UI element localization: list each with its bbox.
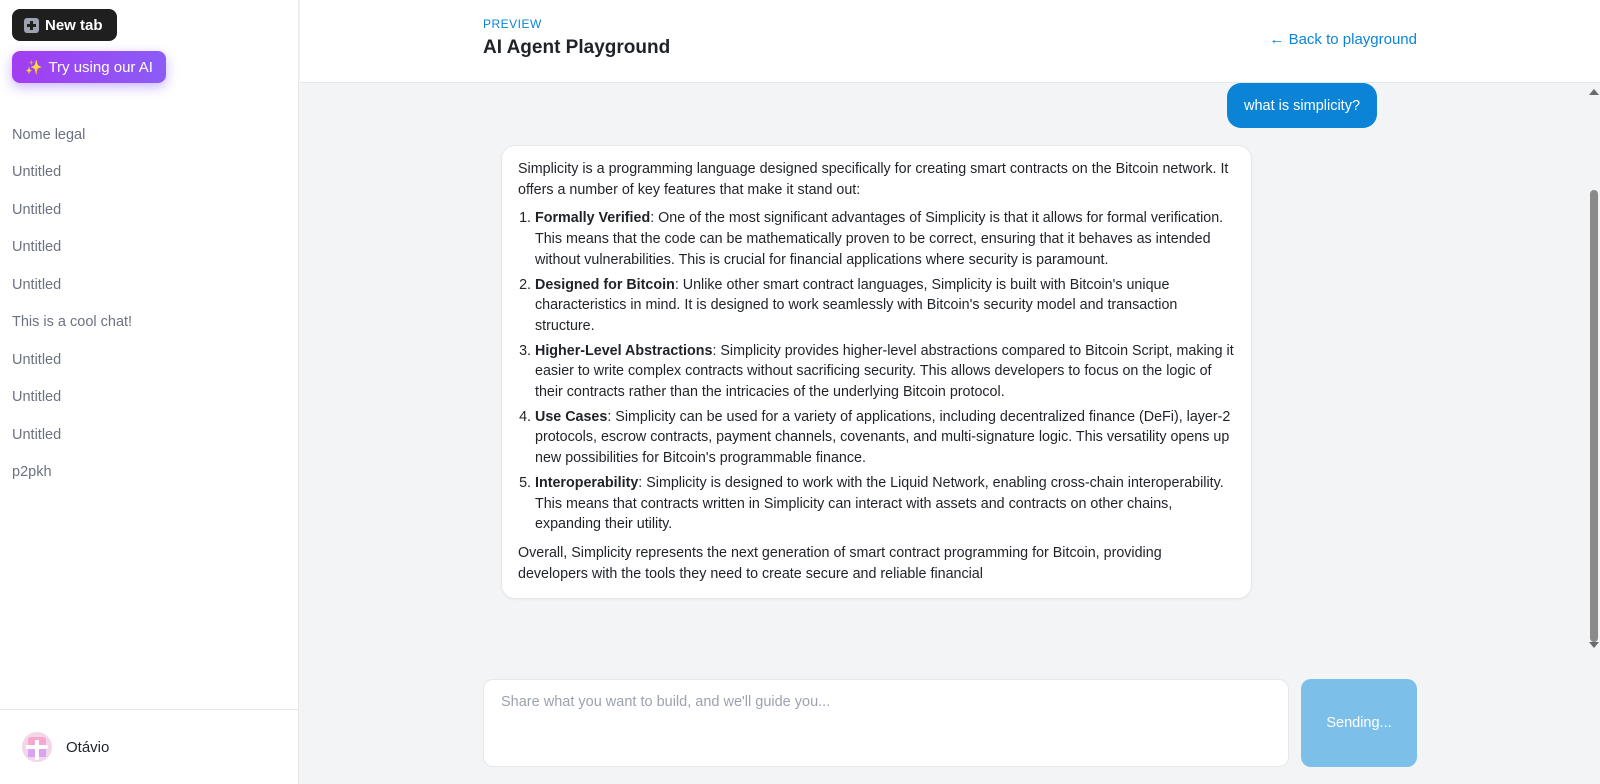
point-text: : Simplicity is designed to work with the Liquid Network, enabling cross-chain interoperability. This means that contracts written in Simplicity can interact with assets and contracts on other chains, expanding their utility. <box>535 474 1224 533</box>
chat-list-item-label: Untitled <box>12 276 62 293</box>
scrollbar-thumb[interactable] <box>1590 190 1598 642</box>
avatar <box>22 732 52 762</box>
assistant-outro: Overall, Simplicity represents the next generation of smart contract programming for Bitcoin, providing developers with the tools they need to create secure and reliable financial <box>518 544 1162 582</box>
page-header <box>300 0 1600 83</box>
user-name: Otávio <box>66 738 110 756</box>
chat-list-item-label: Nome legal <box>12 126 86 143</box>
list-item <box>535 473 1235 535</box>
list-item <box>535 208 1235 270</box>
assistant-message <box>501 145 1252 599</box>
point-text: : Simplicity provides higher-level abstractions compared to Bitcoin Script, making it easier to write complex contracts without sacrificing security. This allows developers to focus on the logic of their contracts rather than the intricacies of the underlying Bitcoin protocol. <box>535 342 1234 401</box>
chat-list-item-label: Untitled <box>12 389 62 406</box>
new-tab-label: New tab <box>45 16 103 34</box>
point-text: : Simplicity can be used for a variety of applications, including decentralized finance (DeFi), layer-2 protocols, escrow contracts, payment channels, covenants, and multi-signature logic. This versatility opens up new possibilities for Bitcoin's programmable finance. <box>535 408 1231 467</box>
chat-scrollbar[interactable] <box>1587 83 1600 662</box>
list-item <box>535 275 1235 337</box>
sidebar <box>0 0 299 784</box>
point-title: Formally Verified <box>535 210 651 227</box>
chat-list-item[interactable] <box>0 154 299 192</box>
try-ai-button[interactable] <box>12 51 166 83</box>
chat-list-item[interactable] <box>0 379 299 417</box>
chat-list-item[interactable] <box>0 191 299 229</box>
chat-list-item[interactable] <box>0 341 299 379</box>
user-profile[interactable] <box>0 709 299 784</box>
user-message: what is simplicity? <box>1227 83 1377 128</box>
scroll-down-arrow-icon[interactable] <box>1589 642 1599 648</box>
chat-list-item-label: Untitled <box>12 426 62 443</box>
chat-list-item-label: Untitled <box>12 351 62 368</box>
chat-list-item[interactable] <box>0 229 299 267</box>
scroll-up-arrow-icon[interactable] <box>1589 89 1599 95</box>
page-title: AI Agent Playground <box>483 37 671 58</box>
chat-list-item[interactable] <box>0 304 299 342</box>
chat-list-item[interactable] <box>0 266 299 304</box>
point-title: Interoperability <box>535 474 639 491</box>
back-to-playground-link[interactable]: ← Back to playground <box>1269 31 1417 48</box>
point-title: Designed for Bitcoin <box>535 276 675 293</box>
chat-list-item-label: Untitled <box>12 201 62 218</box>
assistant-points-list <box>535 208 1235 535</box>
point-text: : One of the most significant advantages of Simplicity is that it allows for formal verification. This means that the code can be mathematically proven to be correct, ensuring that it behaves as intended without vulnerabilities. This is crucial for financial applications where security is paramount. <box>535 210 1224 268</box>
chat-list-item[interactable] <box>0 116 299 154</box>
chat-list-item-label: Untitled <box>12 239 62 256</box>
try-ai-label: Try using our AI <box>48 58 153 76</box>
plus-icon <box>24 18 39 33</box>
list-item <box>535 407 1235 469</box>
send-button[interactable]: Sending... <box>1301 679 1417 767</box>
chat-list-item-label: Untitled <box>12 164 62 181</box>
chat-list-item[interactable] <box>0 416 299 454</box>
chat-list <box>0 116 299 491</box>
chat-list-item[interactable] <box>0 454 299 492</box>
list-item <box>535 341 1235 403</box>
message-input[interactable]: Share what you want to build, and we'll guide you... <box>483 679 1289 767</box>
chat-messages[interactable] <box>300 83 1600 662</box>
point-title: Use Cases <box>535 408 608 425</box>
new-tab-button[interactable] <box>12 9 117 41</box>
sparkle-icon: ✨ <box>25 58 43 75</box>
point-text: : Unlike other smart contract languages, Simplicity is built with Bitcoin's unique characteristics in mind. It is designed to work seamlessly with Bitcoin's security model and transaction structure. <box>535 276 1178 334</box>
chat-list-item-label: This is a cool chat! <box>12 314 133 331</box>
point-title: Higher-Level Abstractions <box>535 342 713 359</box>
chat-list-item-label: p2pkh <box>12 464 52 481</box>
preview-label: PREVIEW <box>483 17 542 31</box>
assistant-intro: Simplicity is a programming language designed specifically for creating smart contracts on the Bitcoin network. It offers a number of key features that make it stand out: <box>518 161 1229 198</box>
